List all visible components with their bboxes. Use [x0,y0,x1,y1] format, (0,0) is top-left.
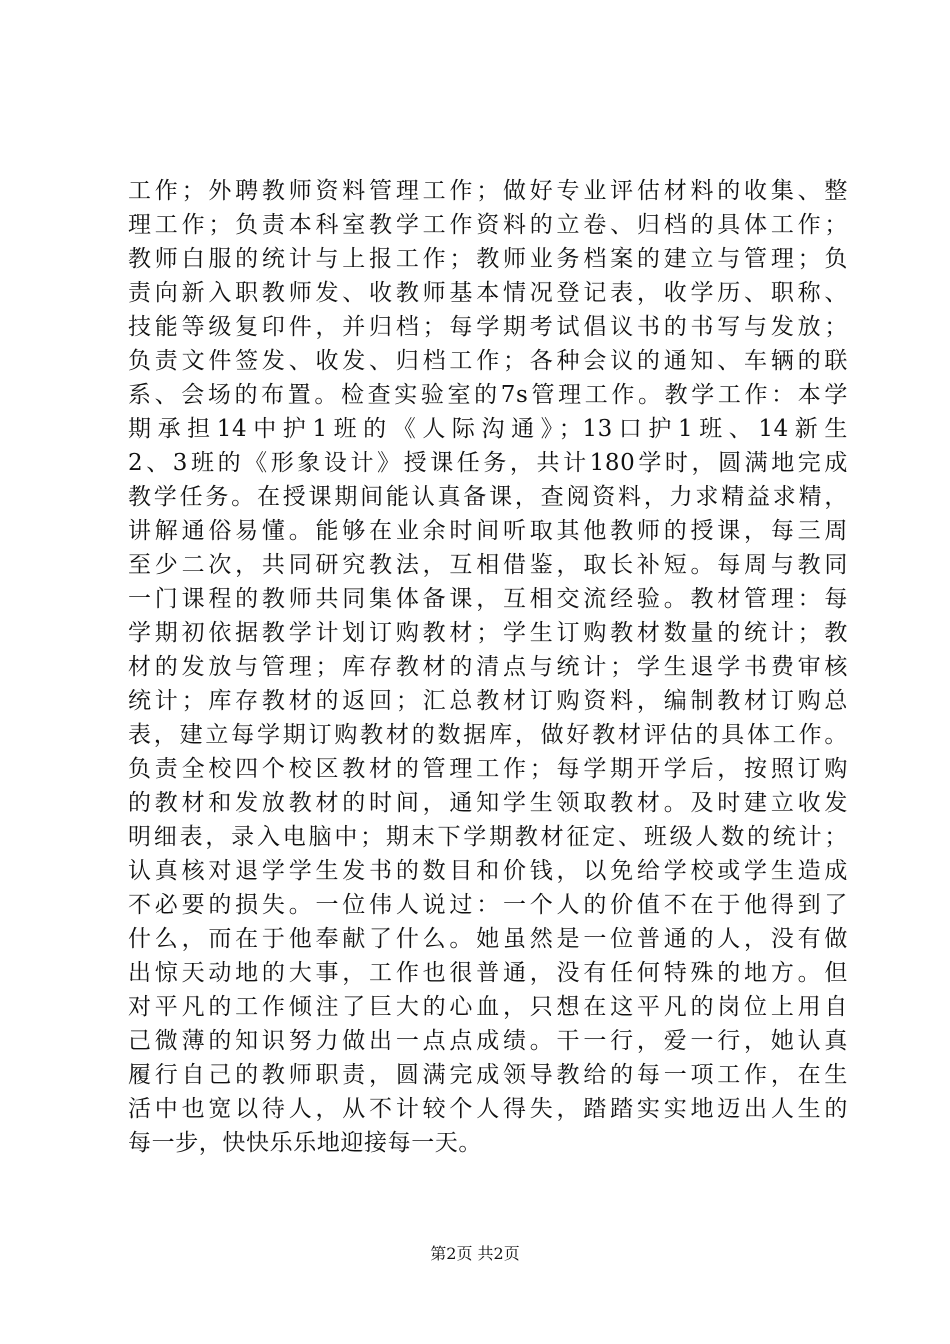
text-line: 材的发放与管理；库存教材的清点与统计；学生退学书费审核 [128,654,848,680]
text-line: 教师白服的统计与上报工作；教师业务档案的建立与管理；负 [128,246,848,272]
text-line: 讲解通俗易懂。能够在业余时间听取其他教师的授课，每三周 [128,518,848,544]
text-line: 活中也宽以待人，从不计较个人得失，踏踏实实地迈出人生的 [128,1096,848,1122]
page-number-footer: 第2页 共2页 [430,1244,520,1263]
text-line: 学期初依据教学计划订购教材；学生订购教材数量的统计；教 [128,620,848,646]
text-line: 2、3班的《形象设计》授课任务，共计180学时，圆满地完成 [128,450,848,476]
body-paragraph [128,174,848,1160]
text-line: 出惊天动地的大事，工作也很普通，没有任何特殊的地方。但 [128,960,848,986]
text-line: 什么，而在于他奉献了什么。她虽然是一位普通的人，没有做 [128,926,848,952]
text-line: 技能等级复印件，并归档；每学期考试倡议书的书写与发放； [128,314,848,340]
text-line: 明细表，录入电脑中；期末下学期教材征定、班级人数的统计； [128,824,848,850]
text-line: 己微薄的知识努力做出一点点成绩。干一行，爱一行，她认真 [128,1028,848,1054]
text-line: 教学任务。在授课期间能认真备课，查阅资料，力求精益求精， [128,484,848,510]
text-line: 责向新入职教师发、收教师基本情况登记表，收学历、职称、 [128,280,848,306]
text-line: 系、会场的布置。检查实验室的7s管理工作。教学工作：本学 [128,382,848,408]
text-line: 负责全校四个校区教材的管理工作；每学期开学后，按照订购 [128,756,848,782]
text-line: 不必要的损失。一位伟人说过：一个人的价值不在于他得到了 [128,892,848,918]
text-line: 理工作；负责本科室教学工作资料的立卷、归档的具体工作； [128,212,848,238]
text-line: 认真核对退学学生发书的数目和价钱，以免给学校或学生造成 [128,858,848,884]
text-line: 履行自己的教师职责，圆满完成领导教给的每一项工作，在生 [128,1062,848,1088]
text-line: 至少二次，共同研究教法，互相借鉴，取长补短。每周与教同 [128,552,848,578]
text-line: 工作；外聘教师资料管理工作；做好专业评估材料的收集、整 [128,178,848,204]
text-line: 表，建立每学期订购教材的数据库，做好教材评估的具体工作。 [128,722,848,748]
text-line: 每一步，快快乐乐地迎接每一天。 [128,1130,482,1156]
text-line: 负责文件签发、收发、归档工作；各种会议的通知、车辆的联 [128,348,848,374]
text-line: 期承担14中护1班的《人际沟通》；13口护1班、14新生 [128,416,848,442]
text-line: 一门课程的教师共同集体备课，互相交流经验。教材管理：每 [128,586,848,612]
text-line: 对平凡的工作倾注了巨大的心血，只想在这平凡的岗位上用自 [128,994,848,1020]
text-line: 的教材和发放教材的时间，通知学生领取教材。及时建立收发 [128,790,848,816]
text-line: 统计；库存教材的返回；汇总教材订购资料，编制教材订购总 [128,688,848,714]
